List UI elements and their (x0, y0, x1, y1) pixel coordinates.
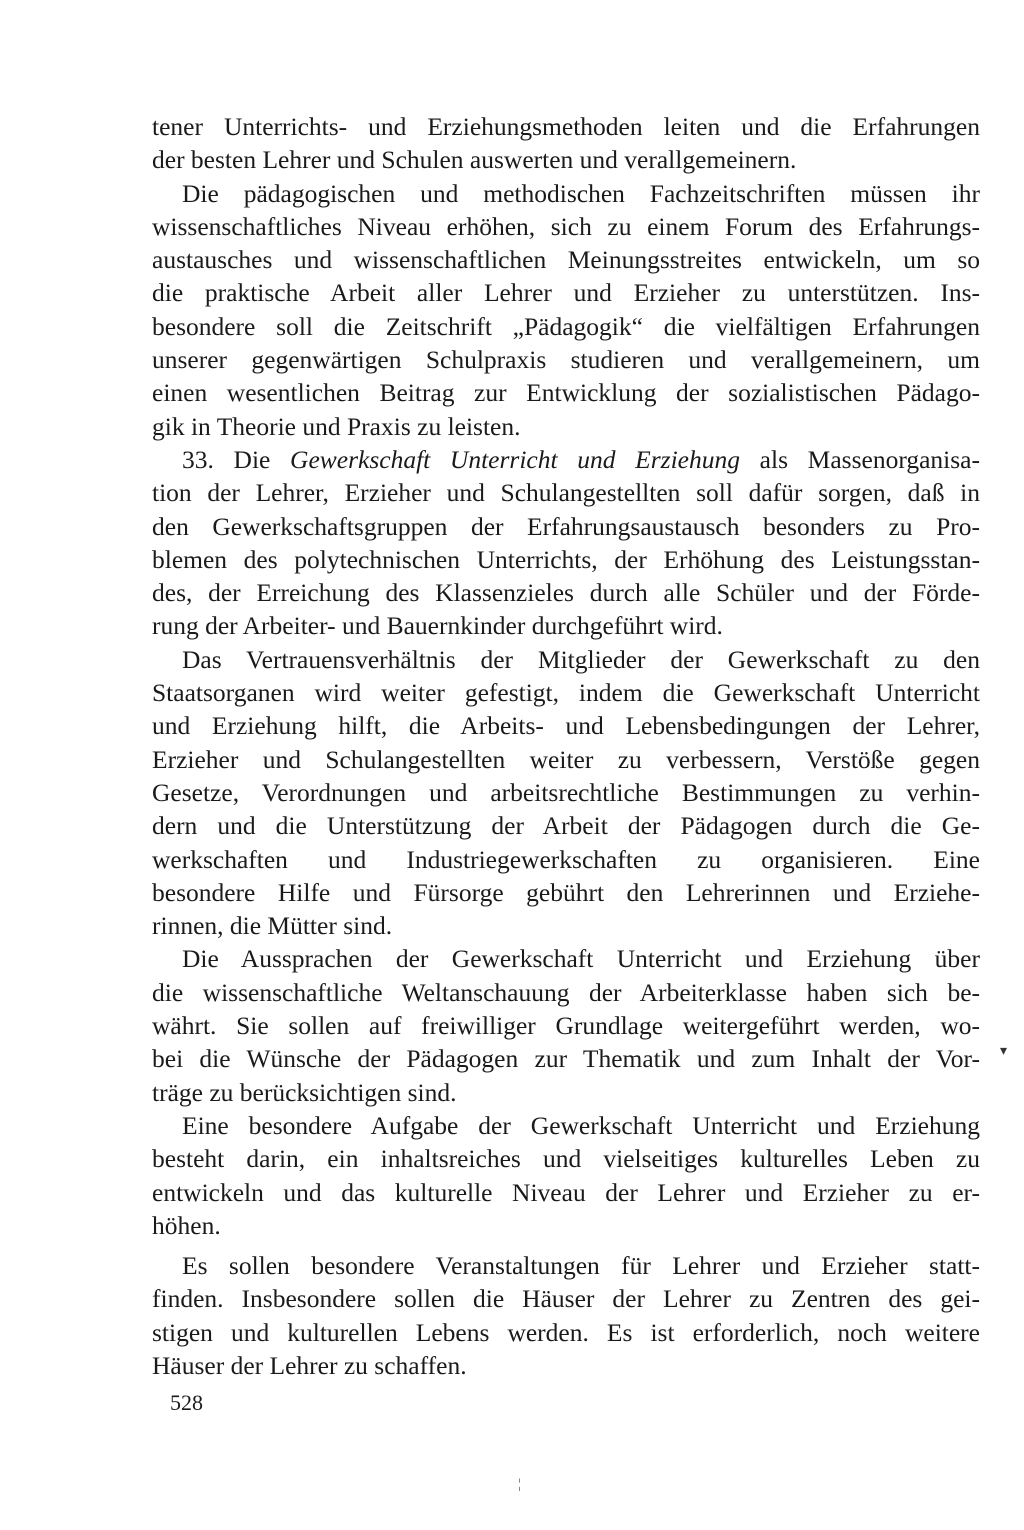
text-line: blemen des polytechnischen Unterrichts, der Erhöhung des Leistungsstan- (152, 544, 980, 574)
text-line: gik in Theorie und Praxis zu leisten. (152, 411, 521, 441)
text-line: Eine besondere Aufgabe der Gewerkschaft Unterricht und Erziehung (182, 1110, 980, 1140)
paragraph (152, 177, 980, 443)
text-line: austausches und wissenschaftlichen Meinungsstreites entwickeln, um so (152, 245, 980, 275)
text-line: wissenschaftliches Niveau erhöhen, sich zu einem Forum des Erfahrungs- (152, 211, 980, 241)
text-line: besteht darin, ein inhaltsreiches und vielseitiges kulturelles Leben zu (152, 1144, 980, 1174)
print-speck-mark: ¦ (518, 1477, 521, 1492)
print-speck-mark: ▾ (1000, 1044, 1008, 1059)
text-line: einen wesentlichen Beitrag zur Entwicklung der sozialistischen Pädago- (152, 378, 980, 408)
text-line: stigen und kulturellen Lebens werden. Es ist erforderlich, noch weitere (152, 1317, 980, 1347)
text-line: Gesetze, Verordnungen und arbeitsrechtliche Bestimmungen zu verhin- (152, 777, 980, 807)
organization-name: Gewerkschaft Unterricht und Erziehung (290, 444, 740, 474)
text-line: den Gewerkschaftsgruppen der Erfahrungsaustausch besonders zu Pro- (152, 511, 980, 541)
text-line: Staatsorganen wird weiter gefestigt, indem die Gewerkschaft Unterricht (152, 678, 980, 708)
text-line: träge zu berücksichtigen sind. (152, 1077, 457, 1107)
text-line: höhen. (152, 1210, 221, 1240)
text-line: tion der Lehrer, Erzieher und Schulangestellten soll dafür sorgen, daß in (152, 478, 980, 508)
text-fragment: als Massenorganisa- (759, 444, 980, 474)
section-number: 33. Die (182, 444, 271, 474)
text-line: Die pädagogischen und methodischen Fachzeitschriften müssen ihr (182, 178, 980, 208)
text-line: Häuser der Lehrer zu schaffen. (152, 1350, 467, 1380)
paragraph (152, 643, 980, 943)
text-line (152, 443, 980, 476)
text-line: des, der Erreichung des Klassenzieles durch alle Schüler und der Förde- (152, 578, 980, 608)
text-line: und Erziehung hilft, die Arbeits- und Lebensbedingungen der Lehrer, (152, 711, 980, 741)
text-line: besondere Hilfe und Fürsorge gebührt den Lehrerinnen und Erziehe- (152, 877, 980, 907)
paragraph (152, 1249, 980, 1382)
text-line: rinnen, die Mütter sind. (152, 911, 393, 941)
text-line: finden. Insbesondere sollen die Häuser der Lehrer zu Zentren des gei- (152, 1284, 980, 1314)
text-line: besondere soll die Zeitschrift „Pädagogik“ die vielfältigen Erfahrungen (152, 311, 980, 341)
paragraph-gap (152, 1242, 980, 1249)
text-line: der besten Lehrer und Schulen auswerten und verallgemeinern. (152, 145, 797, 175)
text-line: währt. Sie sollen auf freiwilliger Grundlage weitergeführt werden, wo- (152, 1011, 980, 1041)
paragraph-section-33 (152, 443, 980, 643)
text-line: dern und die Unterstützung der Arbeit der Pädagogen durch die Ge- (152, 811, 980, 841)
page-body (152, 110, 980, 1382)
text-line: bei die Wünsche der Pädagogen zur Thematik und zum Inhalt der Vor- (152, 1044, 980, 1074)
text-line: Erzieher und Schulangestellten weiter zu verbessern, Verstöße gegen (152, 744, 980, 774)
page-number: 528 (170, 1390, 203, 1415)
paragraph (152, 942, 980, 1108)
text-line: Die Aussprachen der Gewerkschaft Unterricht und Erziehung über (182, 944, 980, 974)
text-line: tener Unterrichts- und Erziehungsmethoden leiten und die Erfahrungen (152, 112, 980, 141)
paragraph (152, 110, 980, 177)
text-line: Es sollen besondere Veranstaltungen für Lehrer und Erzieher statt- (182, 1251, 980, 1281)
paragraph (152, 1109, 980, 1242)
text-line: entwickeln und das kulturelle Niveau der Lehrer und Erzieher zu er- (152, 1177, 980, 1207)
text-line: unserer gegenwärtigen Schulpraxis studieren und verallgemeinern, um (152, 345, 980, 375)
text-line: werkschaften und Industriegewerkschaften zu organisieren. Eine (152, 844, 980, 874)
text-line: die praktische Arbeit aller Lehrer und Erzieher zu unterstützen. Ins- (152, 278, 980, 308)
text-line: rung der Arbeiter- und Bauernkinder durchgeführt wird. (152, 611, 723, 641)
text-line: Das Vertrauensverhältnis der Mitglieder der Gewerkschaft zu den (182, 644, 980, 674)
text-line: die wissenschaftliche Weltanschauung der Arbeiterklasse haben sich be- (152, 977, 980, 1007)
